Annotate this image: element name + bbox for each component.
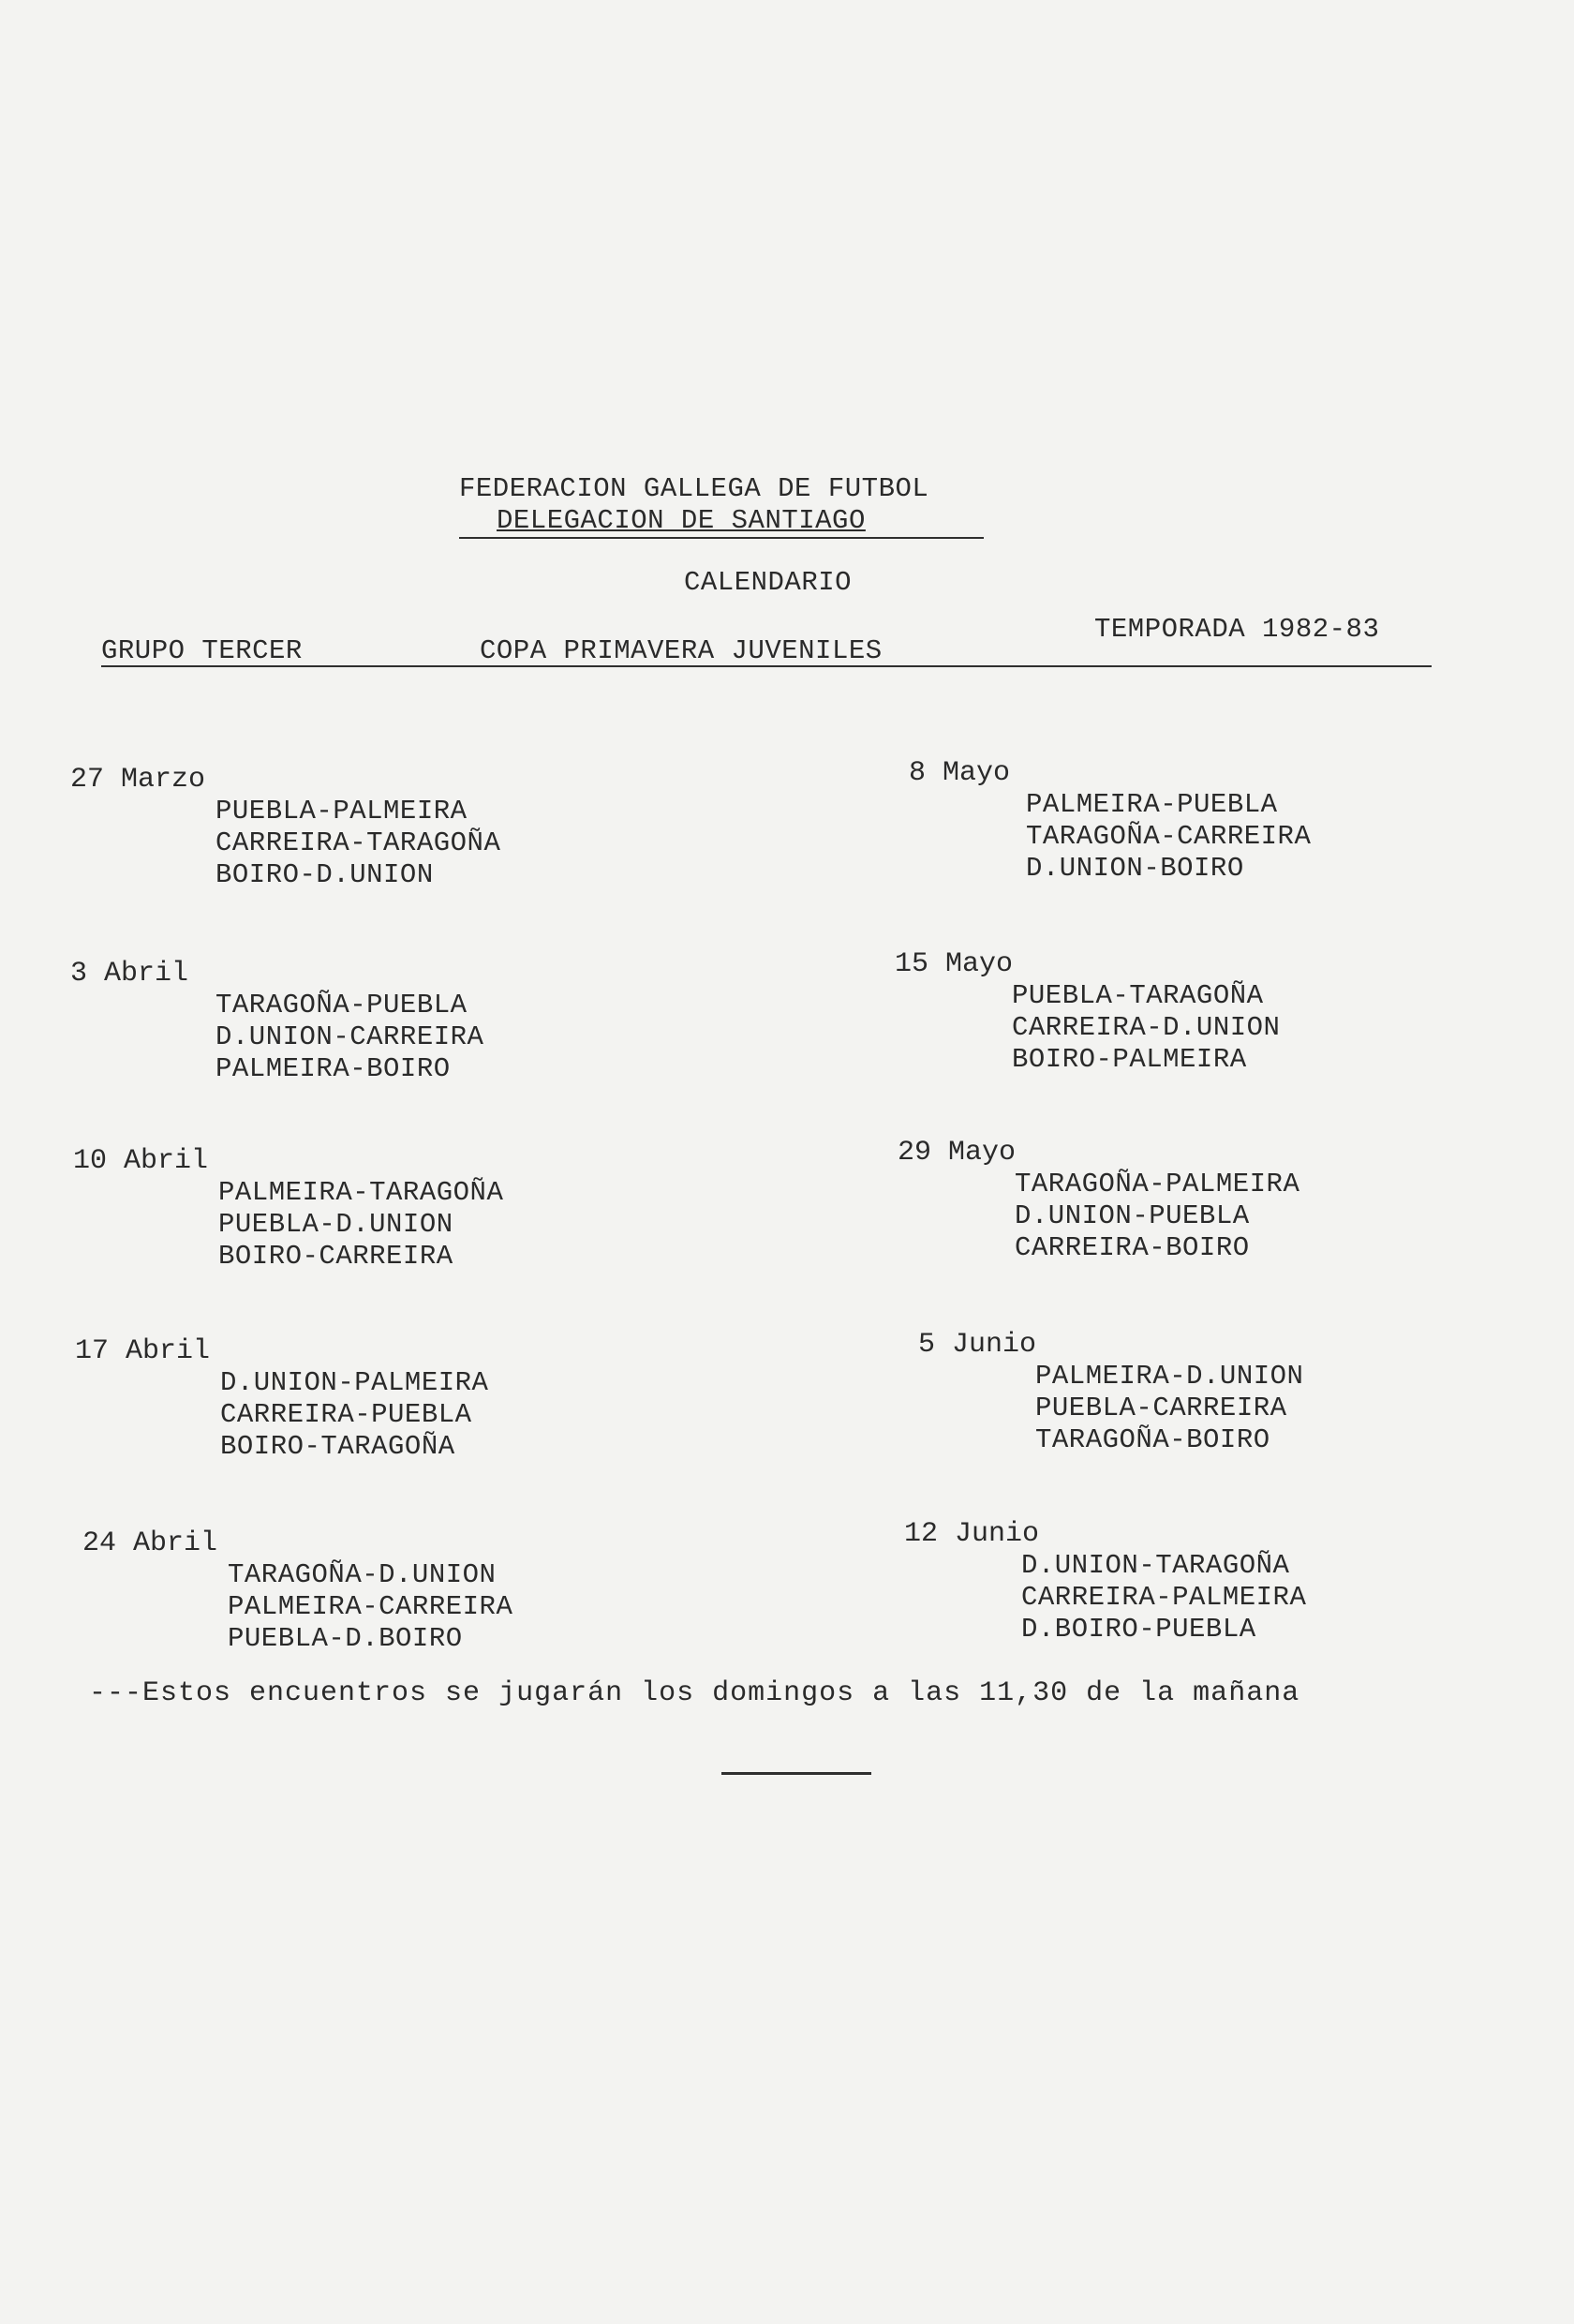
round-date: 12 Junio <box>904 1518 1040 1550</box>
match-list <box>218 1177 503 1273</box>
group-label: GRUPO TERCER <box>101 635 303 666</box>
round-12-junio <box>904 1518 1306 1646</box>
match-list <box>228 1559 512 1655</box>
round-date: 29 Mayo <box>898 1137 1017 1169</box>
match-list <box>1035 1361 1303 1456</box>
round-15-mayo <box>895 948 1280 1076</box>
round-3-abril <box>70 958 483 1085</box>
match: BOIRO-TARAGOÑA <box>220 1431 455 1462</box>
match: CARREIRA-PUEBLA <box>220 1399 472 1430</box>
match: PUEBLA-TARAGOÑA <box>1012 980 1264 1011</box>
calendar-heading: CALENDARIO <box>684 567 853 598</box>
round-24-abril <box>82 1527 512 1655</box>
match: PALMEIRA-BOIRO <box>215 1053 451 1084</box>
match: PALMEIRA-CARREIRA <box>228 1591 513 1622</box>
title-underline <box>459 537 984 539</box>
round-date: 5 Junio <box>918 1329 1037 1361</box>
round-date: 15 Mayo <box>895 948 1014 980</box>
closing-rule <box>721 1772 871 1775</box>
round-5-junio <box>918 1329 1303 1456</box>
round-date: 27 Marzo <box>70 764 206 796</box>
match: D.UNION-CARREIRA <box>215 1021 484 1052</box>
delegation-title: DELEGACION DE SANTIAGO <box>497 505 866 536</box>
match: TARAGOÑA-PUEBLA <box>215 990 468 1020</box>
round-10-abril <box>73 1145 503 1273</box>
match: CARREIRA-D.UNION <box>1012 1012 1281 1043</box>
round-date: 17 Abril <box>75 1335 211 1367</box>
match: BOIRO-CARREIRA <box>218 1241 453 1272</box>
match-list <box>215 990 483 1085</box>
match: PALMEIRA-TARAGOÑA <box>218 1177 504 1208</box>
match: D.UNION-BOIRO <box>1026 853 1244 884</box>
match: TARAGOÑA-BOIRO <box>1035 1424 1270 1455</box>
match: BOIRO-PALMEIRA <box>1012 1044 1247 1075</box>
match: PUEBLA-D.BOIRO <box>228 1623 463 1654</box>
match: D.UNION-PUEBLA <box>1015 1200 1250 1231</box>
round-date: 8 Mayo <box>909 757 1011 789</box>
match-list <box>1021 1550 1306 1646</box>
match: CARREIRA-PALMEIRA <box>1021 1582 1307 1613</box>
round-8-mayo <box>909 757 1311 885</box>
match-list <box>215 796 500 891</box>
match: PALMEIRA-D.UNION <box>1035 1361 1304 1392</box>
header-rule <box>101 665 1432 667</box>
match: PALMEIRA-PUEBLA <box>1026 789 1278 820</box>
round-date: 24 Abril <box>82 1527 218 1559</box>
schedule-note: ---Estos encuentros se jugarán los domingos a las 11,30 de la mañana <box>89 1677 1300 1709</box>
match: D.UNION-TARAGOÑA <box>1021 1550 1290 1581</box>
round-date: 10 Abril <box>73 1145 209 1177</box>
match: D.BOIRO-PUEBLA <box>1021 1614 1256 1645</box>
match: D.UNION-PALMEIRA <box>220 1367 489 1398</box>
match: TARAGOÑA-D.UNION <box>228 1559 497 1590</box>
match: PUEBLA-CARREIRA <box>1035 1393 1287 1423</box>
round-29-mayo <box>898 1137 1299 1264</box>
competition-label: COPA PRIMAVERA JUVENILES <box>480 635 883 666</box>
match-list <box>1012 980 1280 1076</box>
match: BOIRO-D.UNION <box>215 859 434 890</box>
match: CARREIRA-TARAGOÑA <box>215 827 501 858</box>
match-list <box>1026 789 1311 885</box>
match: PUEBLA-PALMEIRA <box>215 796 468 827</box>
match: CARREIRA-BOIRO <box>1015 1232 1250 1263</box>
round-27-marzo <box>70 764 500 891</box>
match-list <box>1015 1169 1299 1264</box>
federation-title: FEDERACION GALLEGA DE FUTBOL <box>459 473 929 504</box>
match: TARAGOÑA-PALMEIRA <box>1015 1169 1300 1199</box>
season-label: TEMPORADA 1982-83 <box>1094 614 1380 645</box>
match-list <box>220 1367 488 1463</box>
round-date: 3 Abril <box>70 958 189 990</box>
match: PUEBLA-D.UNION <box>218 1209 453 1240</box>
match: TARAGOÑA-CARREIRA <box>1026 821 1312 852</box>
round-17-abril <box>75 1335 488 1463</box>
